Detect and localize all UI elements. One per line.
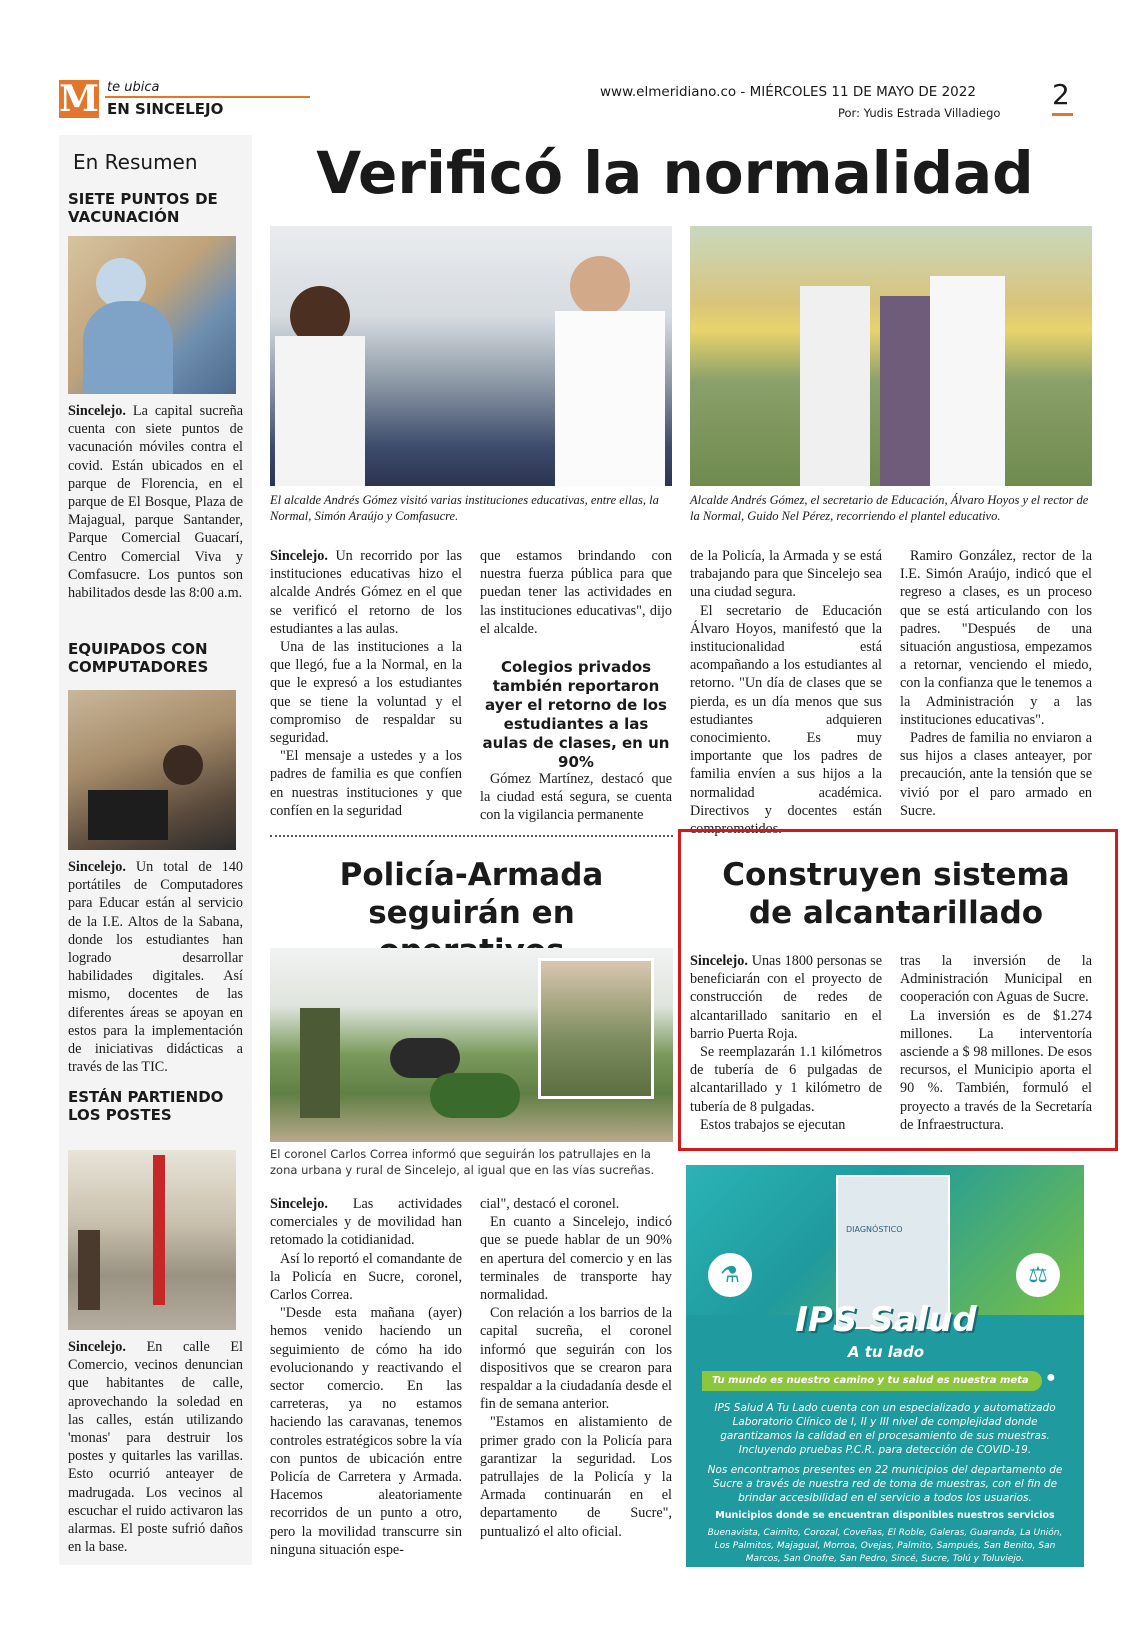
- sidebar-heading: EQUIPADOS CON COMPUTADORES: [68, 640, 209, 676]
- article-column: Ramiro González, rector de la I.E. Simón Araújo, indicó que el regreso a clases, es un proceso que se está articulando con los padres. "Después de una situación angustiosa, empezamos a retornar, venciendo el miedo, con la confianza que le tenemos a la Administración y a las instituciones educativas". Padres de familia no enviaron a sus hijos a clases anteayer, por precaución, ante la tensión que se vivió por el paro armado en Sucre.: [900, 548, 1092, 819]
- sidebar-title: En Resumen: [73, 150, 198, 174]
- ad-tagline: A tu lado: [847, 1343, 925, 1361]
- section-name: EN SINCELEJO: [107, 100, 224, 118]
- article-column: tras la inversión de la Administración Municipal en cooperación con Aguas de Sucre. La inversión es de $1.274 millones. La interventoría asciende a $ 98 millones. De esos recursos, el Municipio aporta el 90 %. También, formuló el proyecto a través de la Secretaría de Infraestructura.: [900, 953, 1092, 1133]
- computers-photo: [68, 690, 236, 850]
- byline: Por: Yudis Estrada Villadiego: [838, 106, 1001, 120]
- school-visit-photo: [270, 226, 672, 486]
- sewer-headline: Construyen sistema de alcantarillado: [722, 857, 1070, 931]
- posts-photo: [68, 1150, 236, 1330]
- ips-salud-ad[interactable]: [686, 1165, 1084, 1567]
- location-pin-icon: ●: [1046, 1369, 1056, 1386]
- municipios-list: Buenavista, Caimito, Corozal, Coveñas, El Roble, Galeras, Guaranda, La Unión, Los Palmitos, Majagual, Morroa, Ovejas, Palmito, Sampués, San Benito, San Marcos, San Onofre, San Pedro, Sincé, Sucre, Tolú y Toluviejo.: [707, 1528, 1063, 1564]
- site-and-date: www.elmeridiano.co - MIÉRCOLES 11 DE MAYO DE 2022: [600, 84, 976, 100]
- article-column: Gómez Martínez, destacó que la ciudad está segura, se cuenta con la vigilancia permanente: [480, 771, 672, 824]
- article-column: Sincelejo. Un recorrido por las instituciones educativas hizo el alcalde Andrés Gómez en el que se verificó el retorno de los estudiantes a las aulas. Una de las instituciones a la que llegó, fue a la Normal, en la que le expresó a los estudiantes que se tiene la voluntad y el compromiso de respaldar su seguridad. "El mensaje a ustedes y a los padres de familia es que confíen en nuestras instituciones y que confíen en la seguridad: [270, 548, 462, 819]
- subheadline: Colegios privados también reportaron ayer el retorno de los estudiantes a las aulas de clases, en un 90%: [482, 658, 670, 771]
- sidebar-item-text: Sincelejo. La capital sucreña cuenta con siete puntos de vacunación móviles contra el covid. Están ubicados en el parque de Florencia, en el parque de El Bosque, Plaza de Majagual, parque Santander, Parque Comercial Guacarí, Centro Comercial Viva y Comfasucre. Los puntos son habilitados desde las 8:00 a.m.: [68, 403, 243, 602]
- header-kicker: te ubica: [107, 80, 160, 95]
- page-number: 2: [1052, 78, 1070, 111]
- sidebar-item-text: Sincelejo. Un total de 140 portátiles de Computadores para Educar están al servicio de la I.E. Altos de la Sabana, donde los estudiantes han logrado desarrollar habilidades digitales. Así mismo, docentes de las diferentes áreas se apoyan en estos para la implementación de iniciativas didácticas a través de las TIC.: [68, 859, 244, 1076]
- photo-caption: El alcalde Andrés Gómez visitó varias instituciones educativas, entre ellas, la Normal, Simón Araújo y Comfasucre.: [270, 493, 659, 523]
- article-column: Sincelejo. Unas 1800 personas se beneficiarán con el proyecto de construcción de redes de alcantarillado sanitario en el barrio Puerta Roja. Se reemplazarán 1.1 kilómetros de tubería de 6 pulgadas de alcantarillado y 1 kilómetro de tubería de 8 pulgadas. Estos trabajos se ejecutan: [690, 953, 883, 1133]
- photo-caption: Alcalde Andrés Gómez, el secretario de Educación, Álvaro Hoyos y el rector de la Normal, Guido Nel Pérez, recorriendo el plantel educativo.: [690, 493, 1089, 523]
- flask-icon: ⚖: [1016, 1253, 1060, 1297]
- article-column: Sincelejo. Las actividades comerciales y de movilidad han retomado la cotidianidad. Así lo reportó el comandante de la Policía en Sucre, coronel, Carlos Correa. "Desde esta mañana (ayer) hemos venido haciendo un seguimiento de cómo ha ido evolucionando y reactivando el sector comercio. En las carreteras, ya no estamos haciendo las caravanas, tenemos controles estratégicos sobre la vía con puntos de ubicación entre Policía de Carretera y Armada. Hacemos aleatoriamente recorridos de un punto a otro, pero la movilidad transcurre sin ninguna situación espe-: [270, 1196, 462, 1558]
- article-column: que estamos brindando con nuestra fuerza pública para que puedan tener las actividades en las instituciones educativas", dijo el alcalde.: [480, 548, 672, 637]
- campus-tour-photo: [690, 226, 1092, 486]
- ad-description: IPS Salud A Tu Lado cuenta con un especializado y automatizado Laboratorio Clínico de I, II y III nivel de complejidad donde garantizamos la calidad en el procesamiento de sus muestras. Incluyendo pruebas P.C.R. para detección de COVID-19.: [714, 1402, 1056, 1456]
- police-headline: Policía-Armada seguirán en: [339, 857, 604, 931]
- logo: M: [59, 78, 99, 120]
- sidebar-heading: ESTÁN PARTIENDO LOS POSTES: [68, 1088, 224, 1124]
- vaccination-photo: [68, 236, 236, 394]
- ad-banner-text: Tu mundo es nuestro camino y tu salud es nuestra meta: [712, 1375, 1029, 1386]
- section-divider: [270, 835, 673, 837]
- page-number-rule: [1052, 113, 1073, 116]
- microscope-icon: ⚗: [708, 1253, 752, 1297]
- header-rule: [105, 96, 310, 98]
- article-column: de la Policía, la Armada y se está trabajando para que Sincelejo sea una ciudad segura. El secretario de Educación Álvaro Hoyos, manifestó que la institucionalidad está acompañando a los estudiantes al retorno. "Un día de clases que se pierda, es un día menos que sus estudiantes adquieren conocimiento. Es muy importante que los padres de familia envíen a sus hijos a la normalidad académica. Directivos y docentes están comprometidos.: [690, 548, 882, 838]
- ad-brand: IPS Salud: [795, 1300, 977, 1340]
- ad-coverage: Nos encontramos presentes en 22 municipios del departamento de Sucre a través de nuestra red de toma de muestras, con el fin de brindar accesibilidad en el servicio a todos los usuarios.: [707, 1464, 1063, 1504]
- police-operations-photo: [270, 948, 673, 1142]
- municipios-title: Municipios donde se encuentran disponibles nuestros servicios: [715, 1510, 1055, 1521]
- sidebar-heading: SIETE PUNTOS DE VACUNACIÓN: [68, 190, 218, 226]
- main-headline: Verificó la normalidad: [316, 139, 1034, 207]
- building-sign: DIAGNÓSTICO: [846, 1225, 903, 1234]
- article-column: cial", destacó el coronel. En cuanto a Sincelejo, indicó que se puede hablar de un 90% en apertura del comercio y en las terminales de transporte hay normalidad. Con relación a los barrios de la capital sucreña, el coronel informó que seguirán con los dispositivos que se crearon para respaldar a la ciudadanía desde el fin de semana anterior. "Estamos en alistamiento de primer grado con la Policía para garantizar la seguridad. Los patrullajes de la Policía y la Armada continuarán en el departamento de Sucre", puntualizó el alto oficial.: [480, 1196, 672, 1540]
- photo-caption: El coronel Carlos Correa informó que seguirán los patrullajes en la zona urbana y rural de Sincelejo, al igual que en las vías sucreñas.: [270, 1147, 655, 1177]
- sidebar-item-text: Sincelejo. En calle El Comercio, vecinos denuncian que habitantes de calle, aprovechando la soledad en las calles, están utilizando 'monas' para destruir los postes y quitarles las varillas. Esto ocurrió anteayer de madrugada. Los vecinos al escuchar el ruido activaron las alarmas. El poste sufrió daños en la base.: [68, 1339, 243, 1556]
